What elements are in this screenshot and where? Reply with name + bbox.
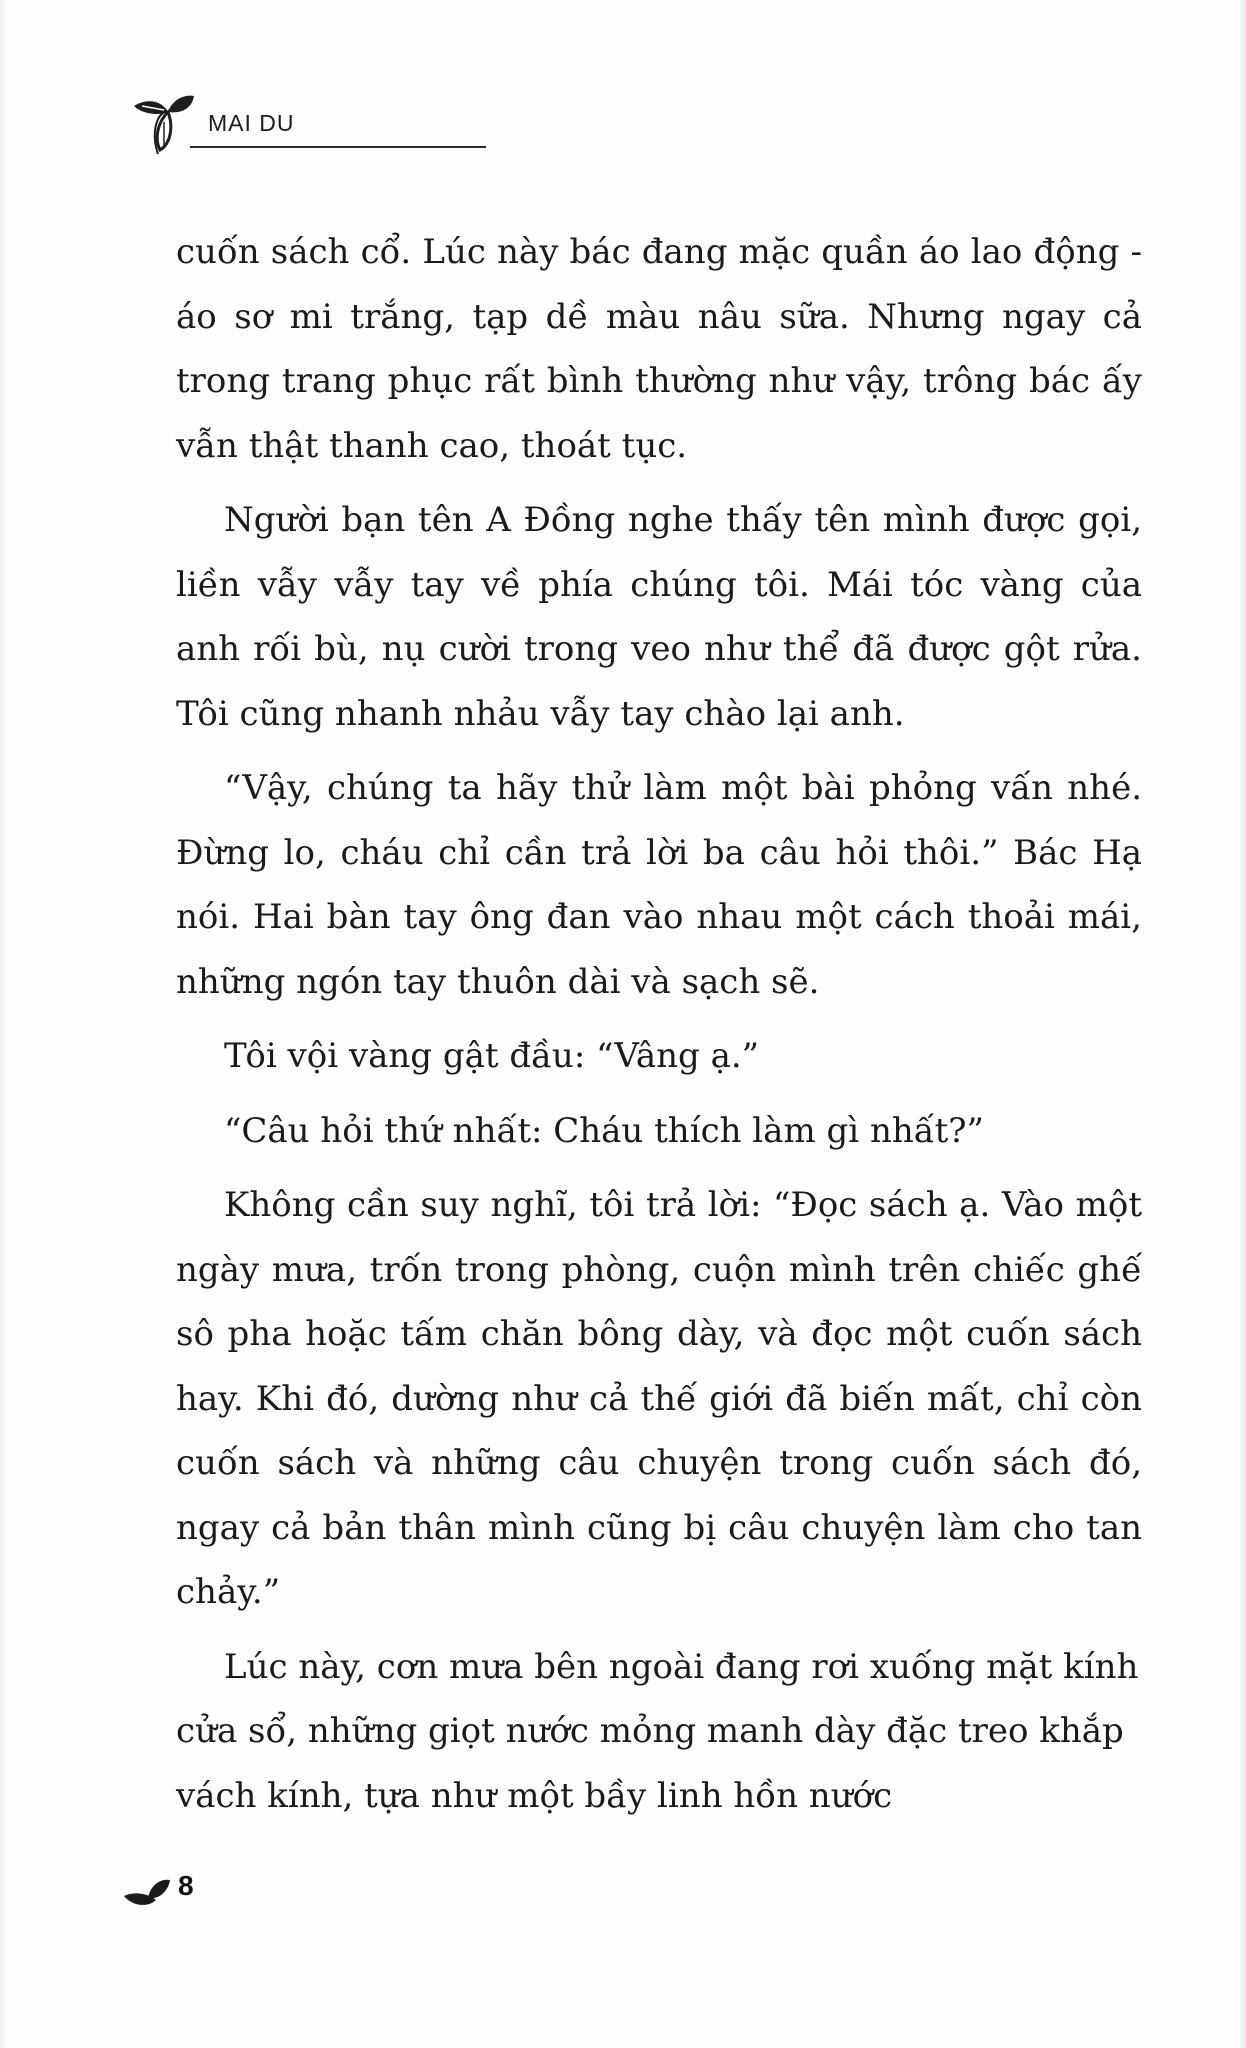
header-rule [190, 146, 486, 148]
paragraph: Lúc này, cơn mưa bên ngoài đang rơi xuống mặt kính cửa sổ, những giọt nước mỏng manh dày đặc treo khắp vách kính, tựa như một bầy linh hồn nước [176, 1646, 1139, 1816]
author-name: MAI DU [208, 110, 295, 136]
body-text [176, 220, 1142, 1838]
page-left-edge [0, 0, 8, 2048]
paragraph: cuốn sách cổ. Lúc này bác đang mặc quần áo lao động - áo sơ mi trắng, tạp dề màu nâu sữa. Nhưng ngay cả trong trang phục rất bình thường như vậy, trông bác ấy vẫn thật thanh cao, thoát tục. [176, 232, 1142, 466]
paragraph: “Câu hỏi thứ nhất: Cháu thích làm gì nhất?” [224, 1110, 984, 1151]
page-number: 8 [178, 1870, 194, 1901]
page-footer [122, 1868, 242, 1918]
leaf-ornament-icon [128, 92, 208, 176]
paragraph: “Vậy, chúng ta hãy thử làm một bài phỏng vấn nhé. Đừng lo, cháu chỉ cần trả lời ba câu hỏi thôi.” Bác Hạ nói. Hai bàn tay ông đan vào nhau một cách thoải mái, những ngón tay thuôn dài và sạch sẽ. [176, 768, 1142, 1002]
page-right-edge [1240, 0, 1246, 2048]
paragraph: Tôi vội vàng gật đầu: “Vâng ạ.” [224, 1036, 760, 1076]
leaf-ornament-icon [122, 1872, 172, 1912]
paragraph: Người bạn tên A Đồng nghe thấy tên mình được gọi, liền vẫy vẫy tay về phía chúng tôi. Mái tóc vàng của anh rối bù, nụ cười trong veo như thể đã được gột rửa. Tôi cũng nhanh nhảu vẫy tay chào lại anh. [176, 500, 1142, 734]
running-header [128, 92, 388, 182]
paragraph: Không cần suy nghĩ, tôi trả lời: “Đọc sách ạ. Vào một ngày mưa, trốn trong phòng, cuộn mình trên chiếc ghế sô pha hoặc tấm chăn bông dày, và đọc một cuốn sách hay. Khi đó, dường như cả thế giới đã biến mất, chỉ còn cuốn sách và những câu chuyện trong cuốn sách đó, ngay cả bản thân mình cũng bị câu chuyện làm cho tan chảy.” [176, 1185, 1142, 1612]
